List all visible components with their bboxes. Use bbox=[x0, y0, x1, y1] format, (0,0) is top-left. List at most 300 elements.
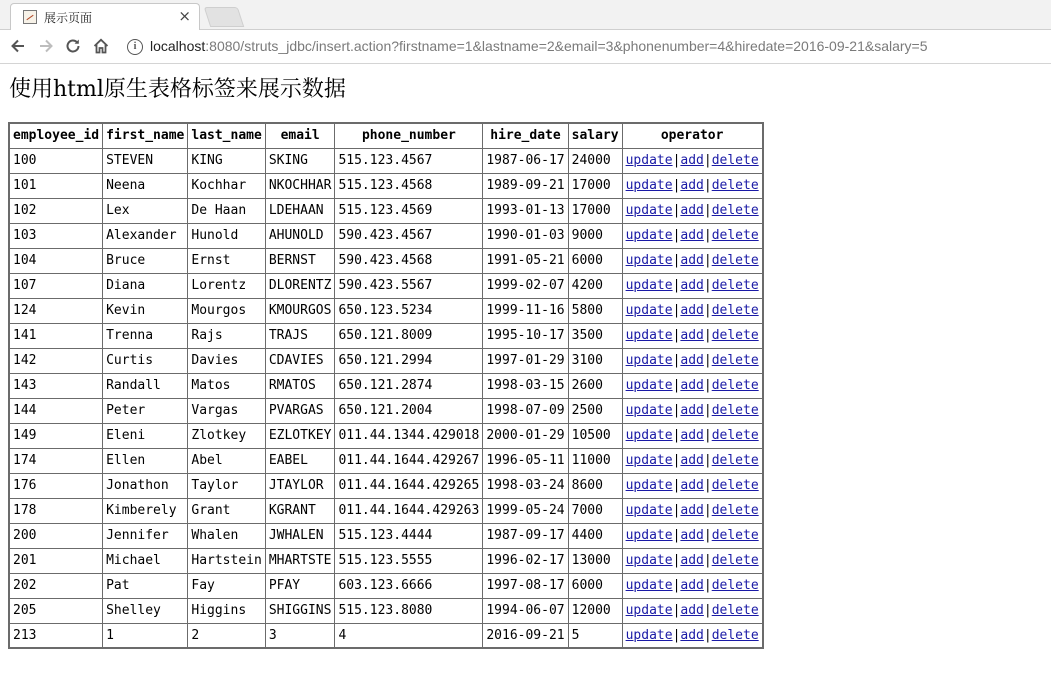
tab-strip bbox=[0, 0, 1051, 30]
update-link[interactable]: update bbox=[625, 428, 673, 443]
cell-phone-number: 011.44.1644.429265 bbox=[335, 473, 483, 498]
cell-employee-id: 144 bbox=[9, 398, 103, 423]
cell-hire-date: 1999-05-24 bbox=[483, 498, 568, 523]
update-link[interactable]: update bbox=[625, 253, 673, 268]
delete-link[interactable]: delete bbox=[711, 603, 759, 618]
cell-employee-id: 102 bbox=[9, 198, 103, 223]
add-link[interactable]: add bbox=[680, 627, 704, 643]
cell-email: JTAYLOR bbox=[265, 473, 335, 498]
cell-email: AHUNOLD bbox=[265, 223, 335, 248]
cell-operator bbox=[622, 598, 763, 623]
link-separator: | bbox=[672, 178, 681, 193]
table-row bbox=[9, 323, 763, 348]
home-icon[interactable] bbox=[91, 36, 111, 56]
link-separator: | bbox=[703, 578, 712, 593]
cell-last-name: Abel bbox=[188, 448, 265, 473]
cell-employee-id: 143 bbox=[9, 373, 103, 398]
back-arrow-icon[interactable] bbox=[8, 36, 28, 56]
link-separator: | bbox=[703, 303, 712, 318]
cell-salary: 6000 bbox=[568, 248, 622, 273]
tab-title: 展示页面 bbox=[44, 11, 93, 25]
table-row bbox=[9, 498, 763, 523]
table-row bbox=[9, 148, 763, 173]
cell-email: MHARTSTE bbox=[265, 548, 335, 573]
cell-operator bbox=[622, 498, 763, 523]
cell-operator bbox=[622, 323, 763, 348]
table-row bbox=[9, 348, 763, 373]
delete-link[interactable]: delete bbox=[711, 578, 759, 593]
cell-operator bbox=[622, 223, 763, 248]
cell-operator bbox=[622, 473, 763, 498]
cell-last-name: Whalen bbox=[188, 523, 265, 548]
add-link[interactable]: add bbox=[680, 378, 704, 393]
cell-operator bbox=[622, 348, 763, 373]
cell-hire-date: 1999-02-07 bbox=[483, 273, 568, 298]
cell-salary: 2600 bbox=[568, 373, 622, 398]
url-host: localhost bbox=[150, 38, 206, 54]
table-row bbox=[9, 373, 763, 398]
cell-last-name: Grant bbox=[188, 498, 265, 523]
delete-link[interactable]: delete bbox=[711, 328, 759, 343]
cell-first-name: Diana bbox=[103, 273, 188, 298]
cell-email: DLORENTZ bbox=[265, 273, 335, 298]
cell-employee-id: 107 bbox=[9, 273, 103, 298]
add-link[interactable]: add bbox=[680, 178, 704, 193]
cell-first-name: Kimberely bbox=[103, 498, 188, 523]
cell-phone-number: 650.121.2994 bbox=[335, 348, 483, 373]
close-tab-icon[interactable]: × bbox=[178, 7, 191, 25]
link-separator: | bbox=[672, 503, 681, 518]
delete-link[interactable]: delete bbox=[711, 278, 759, 293]
link-separator: | bbox=[672, 253, 681, 268]
update-link[interactable]: update bbox=[625, 478, 673, 493]
link-separator: | bbox=[703, 528, 712, 543]
cell-phone-number: 515.123.4567 bbox=[335, 148, 483, 173]
table-row bbox=[9, 573, 763, 598]
update-link[interactable]: update bbox=[625, 203, 673, 218]
cell-salary: 4400 bbox=[568, 523, 622, 548]
navigation-bar bbox=[0, 30, 1051, 64]
browser-tab[interactable] bbox=[10, 3, 200, 30]
link-separator: | bbox=[672, 478, 681, 493]
cell-last-name: Ernst bbox=[188, 248, 265, 273]
cell-salary: 17000 bbox=[568, 173, 622, 198]
table-header-row bbox=[9, 123, 763, 148]
cell-email: 3 bbox=[265, 623, 335, 648]
link-separator: | bbox=[703, 203, 712, 218]
cell-last-name: Zlotkey bbox=[188, 423, 265, 448]
table-row bbox=[9, 598, 763, 623]
cell-email: SHIGGINS bbox=[265, 598, 335, 623]
cell-last-name: 2 bbox=[188, 623, 265, 648]
cell-first-name: Alexander bbox=[103, 223, 188, 248]
link-separator: | bbox=[703, 178, 712, 193]
link-separator: | bbox=[672, 528, 681, 543]
link-separator: | bbox=[672, 578, 681, 593]
cell-operator bbox=[622, 148, 763, 173]
cell-hire-date: 1996-02-17 bbox=[483, 548, 568, 573]
cell-hire-date: 1999-11-16 bbox=[483, 298, 568, 323]
cell-hire-date: 1987-06-17 bbox=[483, 148, 568, 173]
column-header-phone-number: phone_number bbox=[335, 123, 483, 148]
cell-employee-id: 142 bbox=[9, 348, 103, 373]
add-link[interactable]: add bbox=[680, 203, 704, 218]
link-separator: | bbox=[703, 253, 712, 268]
delete-link[interactable]: delete bbox=[711, 253, 759, 268]
cell-employee-id: 201 bbox=[9, 548, 103, 573]
employee-table bbox=[8, 122, 764, 649]
cell-phone-number: 650.121.2874 bbox=[335, 373, 483, 398]
link-separator: | bbox=[672, 303, 681, 318]
add-link[interactable]: add bbox=[680, 253, 704, 268]
cell-first-name: Michael bbox=[103, 548, 188, 573]
cell-phone-number: 4 bbox=[335, 623, 483, 648]
add-link[interactable]: add bbox=[680, 453, 704, 468]
link-separator: | bbox=[703, 278, 712, 293]
cell-first-name: Randall bbox=[103, 373, 188, 398]
link-separator: | bbox=[672, 378, 681, 393]
cell-email: SKING bbox=[265, 148, 335, 173]
address-bar[interactable] bbox=[122, 34, 1047, 60]
cell-employee-id: 205 bbox=[9, 598, 103, 623]
url-text bbox=[150, 38, 928, 54]
cell-operator bbox=[622, 448, 763, 473]
cell-first-name: Curtis bbox=[103, 348, 188, 373]
cell-employee-id: 104 bbox=[9, 248, 103, 273]
update-link[interactable]: update bbox=[625, 627, 673, 643]
add-link[interactable]: add bbox=[680, 328, 704, 343]
link-separator: | bbox=[703, 453, 712, 468]
reload-icon[interactable] bbox=[63, 36, 83, 56]
cell-operator bbox=[622, 573, 763, 598]
add-link[interactable]: add bbox=[680, 578, 704, 593]
cell-email: PVARGAS bbox=[265, 398, 335, 423]
cell-phone-number: 515.123.5555 bbox=[335, 548, 483, 573]
cell-salary: 7000 bbox=[568, 498, 622, 523]
update-link[interactable]: update bbox=[625, 178, 673, 193]
cell-email: TRAJS bbox=[265, 323, 335, 348]
cell-salary: 5 bbox=[568, 623, 622, 648]
column-header-first-name: first_name bbox=[103, 123, 188, 148]
cell-operator bbox=[622, 273, 763, 298]
table-row bbox=[9, 223, 763, 248]
cell-last-name: Rajs bbox=[188, 323, 265, 348]
link-separator: | bbox=[703, 603, 712, 618]
update-link[interactable]: update bbox=[625, 353, 673, 368]
cell-email: RMATOS bbox=[265, 373, 335, 398]
cell-phone-number: 603.123.6666 bbox=[335, 573, 483, 598]
cell-first-name: Peter bbox=[103, 398, 188, 423]
cell-first-name: STEVEN bbox=[103, 148, 188, 173]
link-separator: | bbox=[672, 428, 681, 443]
link-separator: | bbox=[672, 553, 681, 568]
update-link[interactable]: update bbox=[625, 303, 673, 318]
cell-hire-date: 1998-07-09 bbox=[483, 398, 568, 423]
cell-salary: 6000 bbox=[568, 573, 622, 598]
cell-email: BERNST bbox=[265, 248, 335, 273]
cell-last-name: Vargas bbox=[188, 398, 265, 423]
cell-last-name: Hartstein bbox=[188, 548, 265, 573]
add-link[interactable]: add bbox=[680, 228, 704, 243]
update-link[interactable]: update bbox=[625, 528, 673, 543]
cell-phone-number: 590.423.5567 bbox=[335, 273, 483, 298]
cell-first-name: Kevin bbox=[103, 298, 188, 323]
table-row bbox=[9, 198, 763, 223]
link-separator: | bbox=[672, 153, 681, 168]
cell-email: KGRANT bbox=[265, 498, 335, 523]
add-link[interactable]: add bbox=[680, 478, 704, 493]
cell-first-name: Neena bbox=[103, 173, 188, 198]
update-link[interactable]: update bbox=[625, 153, 673, 168]
link-separator: | bbox=[672, 228, 681, 243]
cell-salary: 10500 bbox=[568, 423, 622, 448]
table-row bbox=[9, 523, 763, 548]
add-link[interactable]: add bbox=[680, 278, 704, 293]
cell-email: KMOURGOS bbox=[265, 298, 335, 323]
update-link[interactable]: update bbox=[625, 603, 673, 618]
new-tab-button[interactable] bbox=[204, 7, 244, 27]
cell-salary: 9000 bbox=[568, 223, 622, 248]
add-link[interactable]: add bbox=[680, 603, 704, 618]
delete-link[interactable]: delete bbox=[711, 203, 759, 218]
cell-first-name: Trenna bbox=[103, 323, 188, 348]
cell-hire-date: 2016-09-21 bbox=[483, 623, 568, 648]
table-row bbox=[9, 423, 763, 448]
cell-salary: 12000 bbox=[568, 598, 622, 623]
cell-salary: 17000 bbox=[568, 198, 622, 223]
url-path: :8080/struts_jdbc/insert.action?firstname=1&lastname=2&email=3&phonenumber=4&hiredate=2016-09-21&salary=5 bbox=[205, 38, 928, 54]
cell-salary: 3100 bbox=[568, 348, 622, 373]
column-header-email: email bbox=[265, 123, 335, 148]
link-separator: | bbox=[672, 328, 681, 343]
cell-first-name: Jennifer bbox=[103, 523, 188, 548]
cell-employee-id: 101 bbox=[9, 173, 103, 198]
table-row bbox=[9, 273, 763, 298]
link-separator: | bbox=[672, 203, 681, 218]
cell-last-name: Higgins bbox=[188, 598, 265, 623]
cell-last-name: Taylor bbox=[188, 473, 265, 498]
cell-email: PFAY bbox=[265, 573, 335, 598]
cell-salary: 4200 bbox=[568, 273, 622, 298]
cell-operator bbox=[622, 173, 763, 198]
cell-hire-date: 1989-09-21 bbox=[483, 173, 568, 198]
cell-email: JWHALEN bbox=[265, 523, 335, 548]
add-link[interactable]: add bbox=[680, 153, 704, 168]
cell-first-name: Jonathon bbox=[103, 473, 188, 498]
delete-link[interactable]: delete bbox=[711, 403, 759, 418]
cell-first-name: Shelley bbox=[103, 598, 188, 623]
cell-employee-id: 124 bbox=[9, 298, 103, 323]
link-separator: | bbox=[703, 153, 712, 168]
delete-link[interactable]: delete bbox=[711, 503, 759, 518]
cell-salary: 3500 bbox=[568, 323, 622, 348]
cell-email: CDAVIES bbox=[265, 348, 335, 373]
cell-employee-id: 176 bbox=[9, 473, 103, 498]
cell-hire-date: 1997-01-29 bbox=[483, 348, 568, 373]
link-separator: | bbox=[703, 553, 712, 568]
table-row bbox=[9, 248, 763, 273]
cell-hire-date: 1993-01-13 bbox=[483, 198, 568, 223]
cell-email: EABEL bbox=[265, 448, 335, 473]
delete-link[interactable]: delete bbox=[711, 478, 759, 493]
add-link[interactable]: add bbox=[680, 503, 704, 518]
link-separator: | bbox=[703, 228, 712, 243]
cell-phone-number: 590.423.4568 bbox=[335, 248, 483, 273]
update-link[interactable]: update bbox=[625, 453, 673, 468]
cell-first-name: Pat bbox=[103, 573, 188, 598]
add-link[interactable]: add bbox=[680, 353, 704, 368]
delete-link[interactable]: delete bbox=[711, 228, 759, 243]
cell-phone-number: 650.123.5234 bbox=[335, 298, 483, 323]
cell-operator bbox=[622, 398, 763, 423]
link-separator: | bbox=[672, 278, 681, 293]
delete-link[interactable]: delete bbox=[711, 303, 759, 318]
cell-hire-date: 1991-05-21 bbox=[483, 248, 568, 273]
cell-phone-number: 011.44.1644.429267 bbox=[335, 448, 483, 473]
delete-link[interactable]: delete bbox=[711, 553, 759, 568]
cell-email: EZLOTKEY bbox=[265, 423, 335, 448]
cell-last-name: De Haan bbox=[188, 198, 265, 223]
column-header-operator: operator bbox=[622, 123, 763, 148]
cell-first-name: Bruce bbox=[103, 248, 188, 273]
cell-first-name: Ellen bbox=[103, 448, 188, 473]
delete-link[interactable]: delete bbox=[711, 378, 759, 393]
link-separator: | bbox=[672, 353, 681, 368]
cell-operator bbox=[622, 248, 763, 273]
link-separator: | bbox=[703, 428, 712, 443]
column-header-hire-date: hire_date bbox=[483, 123, 568, 148]
update-link[interactable]: update bbox=[625, 578, 673, 593]
add-link[interactable]: add bbox=[680, 303, 704, 318]
cell-hire-date: 1987-09-17 bbox=[483, 523, 568, 548]
cell-salary: 13000 bbox=[568, 548, 622, 573]
delete-link[interactable]: delete bbox=[711, 428, 759, 443]
table-row bbox=[9, 548, 763, 573]
table-row bbox=[9, 448, 763, 473]
table-row bbox=[9, 173, 763, 198]
cell-first-name: Eleni bbox=[103, 423, 188, 448]
cell-employee-id: 141 bbox=[9, 323, 103, 348]
delete-link[interactable]: delete bbox=[711, 453, 759, 468]
link-separator: | bbox=[672, 603, 681, 618]
link-separator: | bbox=[703, 478, 712, 493]
cell-hire-date: 2000-01-29 bbox=[483, 423, 568, 448]
cell-operator bbox=[622, 423, 763, 448]
cell-employee-id: 174 bbox=[9, 448, 103, 473]
cell-phone-number: 011.44.1344.429018 bbox=[335, 423, 483, 448]
table-row bbox=[9, 473, 763, 498]
add-link[interactable]: add bbox=[680, 528, 704, 543]
cell-last-name: Lorentz bbox=[188, 273, 265, 298]
cell-employee-id: 178 bbox=[9, 498, 103, 523]
column-header-salary: salary bbox=[568, 123, 622, 148]
cell-phone-number: 515.123.4569 bbox=[335, 198, 483, 223]
cell-last-name: Kochhar bbox=[188, 173, 265, 198]
cell-employee-id: 103 bbox=[9, 223, 103, 248]
cell-operator bbox=[622, 523, 763, 548]
cell-email: LDEHAAN bbox=[265, 198, 335, 223]
delete-link[interactable]: delete bbox=[711, 178, 759, 193]
table-body bbox=[9, 148, 763, 648]
link-separator: | bbox=[672, 403, 681, 418]
cell-hire-date: 1996-05-11 bbox=[483, 448, 568, 473]
info-icon[interactable]: i bbox=[127, 39, 143, 55]
update-link[interactable]: update bbox=[625, 403, 673, 418]
cell-hire-date: 1998-03-24 bbox=[483, 473, 568, 498]
cell-salary: 5800 bbox=[568, 298, 622, 323]
table-row bbox=[9, 623, 763, 648]
cell-last-name: Mourgos bbox=[188, 298, 265, 323]
cell-hire-date: 1990-01-03 bbox=[483, 223, 568, 248]
link-separator: | bbox=[703, 503, 712, 518]
cell-last-name: Davies bbox=[188, 348, 265, 373]
link-separator: | bbox=[703, 353, 712, 368]
cell-salary: 11000 bbox=[568, 448, 622, 473]
link-separator: | bbox=[703, 378, 712, 393]
delete-link[interactable]: delete bbox=[711, 353, 759, 368]
update-link[interactable]: update bbox=[625, 328, 673, 343]
cell-last-name: Matos bbox=[188, 373, 265, 398]
cell-hire-date: 1995-10-17 bbox=[483, 323, 568, 348]
cell-phone-number: 515.123.8080 bbox=[335, 598, 483, 623]
cell-employee-id: 149 bbox=[9, 423, 103, 448]
cell-operator bbox=[622, 298, 763, 323]
cell-operator bbox=[622, 198, 763, 223]
column-header-last-name: last_name bbox=[188, 123, 265, 148]
link-separator: | bbox=[672, 627, 681, 643]
update-link[interactable]: update bbox=[625, 278, 673, 293]
update-link[interactable]: update bbox=[625, 228, 673, 243]
add-link[interactable]: add bbox=[680, 403, 704, 418]
forward-arrow-icon[interactable] bbox=[36, 36, 56, 56]
cell-hire-date: 1997-08-17 bbox=[483, 573, 568, 598]
delete-link[interactable]: delete bbox=[711, 153, 759, 168]
delete-link[interactable]: delete bbox=[711, 528, 759, 543]
cell-operator bbox=[622, 623, 763, 648]
page-favicon-icon bbox=[23, 10, 37, 24]
delete-link[interactable]: delete bbox=[711, 627, 759, 643]
cell-phone-number: 650.121.2004 bbox=[335, 398, 483, 423]
update-link[interactable]: update bbox=[625, 503, 673, 518]
cell-hire-date: 1998-03-15 bbox=[483, 373, 568, 398]
column-header-employee-id: employee_id bbox=[9, 123, 103, 148]
cell-salary: 2500 bbox=[568, 398, 622, 423]
update-link[interactable]: update bbox=[625, 378, 673, 393]
cell-operator bbox=[622, 548, 763, 573]
cell-phone-number: 515.123.4444 bbox=[335, 523, 483, 548]
table-row bbox=[9, 298, 763, 323]
cell-email: NKOCHHAR bbox=[265, 173, 335, 198]
update-link[interactable]: update bbox=[625, 553, 673, 568]
cell-first-name: Lex bbox=[103, 198, 188, 223]
cell-phone-number: 515.123.4568 bbox=[335, 173, 483, 198]
cell-employee-id: 200 bbox=[9, 523, 103, 548]
link-separator: | bbox=[672, 453, 681, 468]
cell-employee-id: 213 bbox=[9, 623, 103, 648]
cell-first-name: 1 bbox=[103, 623, 188, 648]
cell-salary: 8600 bbox=[568, 473, 622, 498]
cell-hire-date: 1994-06-07 bbox=[483, 598, 568, 623]
add-link[interactable]: add bbox=[680, 553, 704, 568]
cell-employee-id: 100 bbox=[9, 148, 103, 173]
cell-salary: 24000 bbox=[568, 148, 622, 173]
cell-last-name: Fay bbox=[188, 573, 265, 598]
link-separator: | bbox=[703, 627, 712, 643]
cell-phone-number: 011.44.1644.429263 bbox=[335, 498, 483, 523]
page-heading: 使用html原生表格标签来展示数据 bbox=[9, 77, 346, 102]
add-link[interactable]: add bbox=[680, 428, 704, 443]
table-row bbox=[9, 398, 763, 423]
